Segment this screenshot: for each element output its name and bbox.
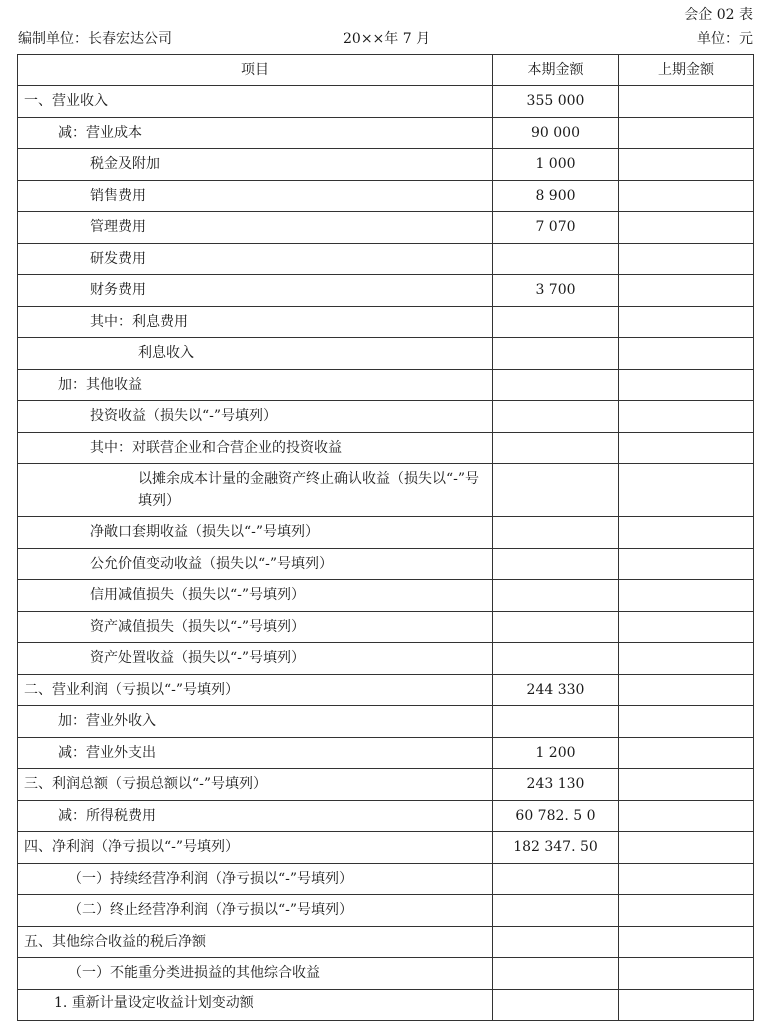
currency-unit: 单位：元 <box>697 31 753 47</box>
row-prior-amount <box>619 517 754 549</box>
table-row <box>18 863 754 895</box>
row-prior-amount <box>619 306 754 338</box>
row-prior-amount <box>619 117 754 149</box>
row-label: 四、净利润（净亏损以“-”号填列） <box>18 832 493 864</box>
row-label: 公允价值变动收益（损失以“-”号填列） <box>18 548 493 580</box>
table-row <box>18 832 754 864</box>
row-current-amount: 244 330 <box>493 674 619 706</box>
row-prior-amount <box>619 432 754 464</box>
table-row <box>18 369 754 401</box>
row-current-amount: 1 000 <box>493 149 619 181</box>
row-prior-amount <box>619 180 754 212</box>
row-prior-amount <box>619 580 754 612</box>
table-row <box>18 580 754 612</box>
row-prior-amount <box>619 212 754 244</box>
row-current-amount: 355 000 <box>493 86 619 118</box>
row-current-amount <box>493 338 619 370</box>
row-prior-amount <box>619 706 754 738</box>
row-current-amount <box>493 464 619 517</box>
row-label: 五、其他综合收益的税后净额 <box>18 926 493 958</box>
row-prior-amount <box>619 769 754 801</box>
table-row <box>18 611 754 643</box>
table-row <box>18 401 754 433</box>
report-period: 20××年 7 月 <box>343 31 431 47</box>
row-current-amount: 3 700 <box>493 275 619 307</box>
row-prior-amount <box>619 369 754 401</box>
table-row <box>18 517 754 549</box>
column-header-prior: 上期金额 <box>619 55 754 86</box>
row-current-amount <box>493 706 619 738</box>
income-statement-table <box>17 54 754 1021</box>
row-label: 利息收入 <box>18 338 493 370</box>
row-label: 一、营业收入 <box>18 86 493 118</box>
row-current-amount <box>493 643 619 675</box>
table-row <box>18 212 754 244</box>
row-prior-amount <box>619 895 754 927</box>
row-prior-amount <box>619 800 754 832</box>
row-prior-amount <box>619 149 754 181</box>
table-row <box>18 706 754 738</box>
column-header-item: 项目 <box>18 55 493 86</box>
table-row <box>18 338 754 370</box>
row-label: 其中：对联营企业和合营企业的投资收益 <box>18 432 493 464</box>
row-prior-amount <box>619 863 754 895</box>
row-prior-amount <box>619 243 754 275</box>
row-label: 资产减值损失（损失以“-”号填列） <box>18 611 493 643</box>
row-prior-amount <box>619 86 754 118</box>
row-current-amount: 60 782. 5 0 <box>493 800 619 832</box>
row-current-amount: 90 000 <box>493 117 619 149</box>
row-prior-amount <box>619 275 754 307</box>
column-header-current: 本期金额 <box>493 55 619 86</box>
row-current-amount: 8 900 <box>493 180 619 212</box>
row-label: （一）不能重分类进损益的其他综合收益 <box>18 958 493 990</box>
table-row <box>18 149 754 181</box>
row-current-amount <box>493 306 619 338</box>
row-label: 销售费用 <box>18 180 493 212</box>
row-current-amount: 243 130 <box>493 769 619 801</box>
row-current-amount <box>493 611 619 643</box>
table-row <box>18 674 754 706</box>
row-current-amount: 182 347. 50 <box>493 832 619 864</box>
table-row <box>18 926 754 958</box>
row-prior-amount <box>619 832 754 864</box>
table-row <box>18 306 754 338</box>
row-current-amount <box>493 517 619 549</box>
row-current-amount <box>493 958 619 990</box>
row-label: （一）持续经营净利润（净亏损以“-”号填列） <box>18 863 493 895</box>
row-current-amount <box>493 548 619 580</box>
row-label: 减：营业成本 <box>18 117 493 149</box>
table-row <box>18 86 754 118</box>
row-current-amount: 1 200 <box>493 737 619 769</box>
row-label: 财务费用 <box>18 275 493 307</box>
row-label: 投资收益（损失以“-”号填列） <box>18 401 493 433</box>
row-current-amount <box>493 926 619 958</box>
row-current-amount <box>493 895 619 927</box>
row-current-amount <box>493 989 619 1020</box>
row-current-amount <box>493 580 619 612</box>
row-label: 减：营业外支出 <box>18 737 493 769</box>
row-prior-amount <box>619 548 754 580</box>
form-code: 会企 02 表 <box>684 7 753 23</box>
row-label: 以摊余成本计量的金融资产终止确认收益（损失以“-”号填列） <box>18 464 493 517</box>
table-row <box>18 769 754 801</box>
row-label: 研发费用 <box>18 243 493 275</box>
table-row <box>18 958 754 990</box>
row-current-amount <box>493 243 619 275</box>
table-row <box>18 895 754 927</box>
row-current-amount <box>493 863 619 895</box>
row-prior-amount <box>619 643 754 675</box>
statement-meta <box>18 28 753 48</box>
row-prior-amount <box>619 926 754 958</box>
row-label: 1. 重新计量设定收益计划变动额 <box>18 989 493 1020</box>
row-current-amount: 7 070 <box>493 212 619 244</box>
table-row <box>18 464 754 517</box>
row-label: 管理费用 <box>18 212 493 244</box>
table-row <box>18 117 754 149</box>
company-name: 编制单位：长春宏达公司 <box>18 31 172 47</box>
row-label: 其中：利息费用 <box>18 306 493 338</box>
row-prior-amount <box>619 989 754 1020</box>
row-label: 三、利润总额（亏损总额以“-”号填列） <box>18 769 493 801</box>
table-row <box>18 275 754 307</box>
row-prior-amount <box>619 737 754 769</box>
table-row <box>18 989 754 1020</box>
table-row <box>18 737 754 769</box>
table-row <box>18 800 754 832</box>
row-prior-amount <box>619 464 754 517</box>
row-prior-amount <box>619 338 754 370</box>
row-current-amount <box>493 432 619 464</box>
row-prior-amount <box>619 401 754 433</box>
row-prior-amount <box>619 958 754 990</box>
table-row <box>18 243 754 275</box>
row-label: 资产处置收益（损失以“-”号填列） <box>18 643 493 675</box>
row-label: 减：所得税费用 <box>18 800 493 832</box>
row-prior-amount <box>619 674 754 706</box>
table-row <box>18 548 754 580</box>
row-label: 信用减值损失（损失以“-”号填列） <box>18 580 493 612</box>
row-current-amount <box>493 369 619 401</box>
table-row <box>18 180 754 212</box>
table-row <box>18 643 754 675</box>
row-label: （二）终止经营净利润（净亏损以“-”号填列） <box>18 895 493 927</box>
table-row <box>18 432 754 464</box>
row-label: 净敞口套期收益（损失以“-”号填列） <box>18 517 493 549</box>
row-label: 税金及附加 <box>18 149 493 181</box>
row-label: 加：其他收益 <box>18 369 493 401</box>
row-prior-amount <box>619 611 754 643</box>
table-header-row <box>18 55 754 86</box>
row-current-amount <box>493 401 619 433</box>
row-label: 加：营业外收入 <box>18 706 493 738</box>
row-label: 二、营业利润（亏损以“-”号填列） <box>18 674 493 706</box>
